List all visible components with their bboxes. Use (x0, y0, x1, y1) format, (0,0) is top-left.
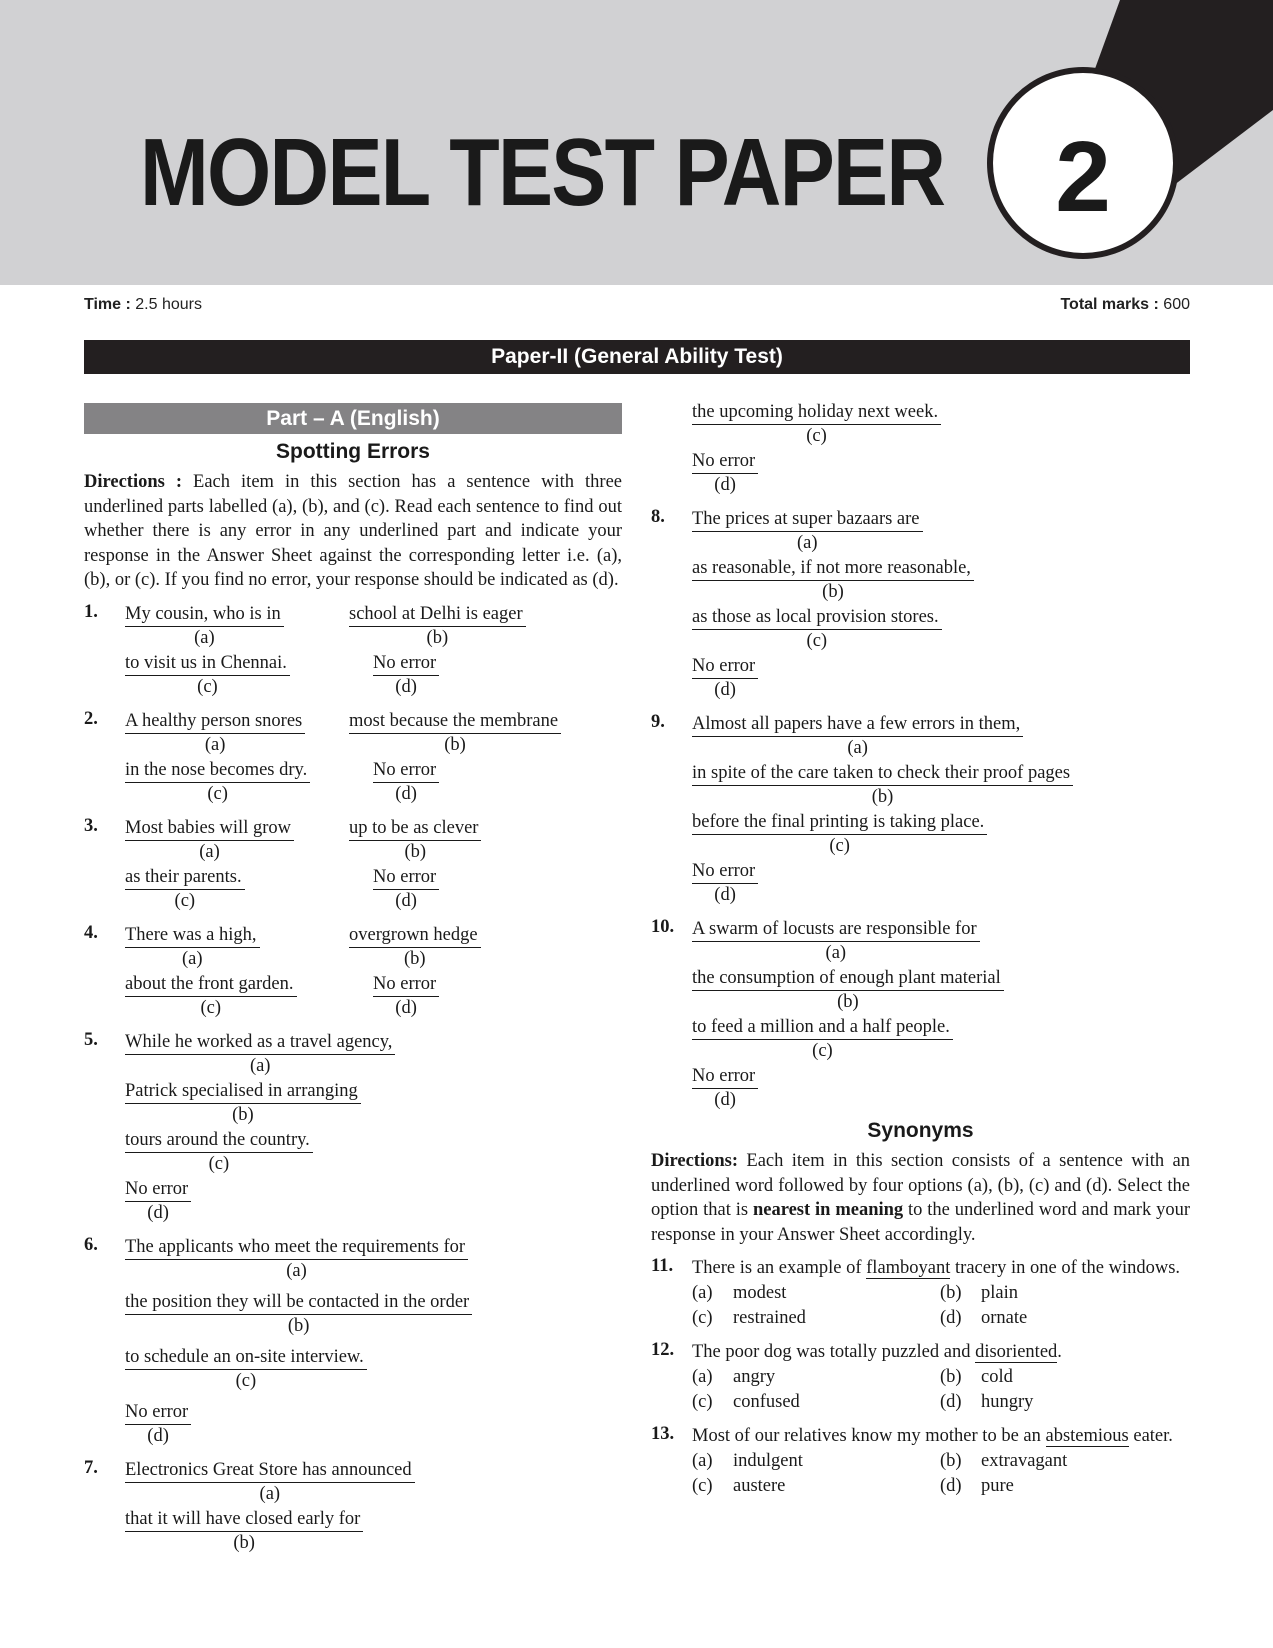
page-title: MODEL TEST PAPER (140, 119, 945, 226)
question-7-continued: the upcoming holiday next week. (c) No error (d) (651, 400, 1190, 498)
question-3: 3. Most babies will grow (a) up to be as clever (b) as their parents. (c) No error (d) (84, 816, 622, 914)
question-8: 8. The prices at super bazaars are (a) as reasonable, if not more reasonable, (b) as those as local provision stores. (c) No error (d) (651, 507, 1190, 703)
spotting-errors-title: Spotting Errors (275, 440, 430, 463)
question-5: 5. While he worked as a travel agency, (a) Patrick specialised in arranging (b) tours around the country. (c) No error (d) (84, 1030, 622, 1226)
right-column (651, 400, 1190, 1499)
page-header (0, 0, 1273, 285)
question-12: 12. The poor dog was totally puzzled and disoriented. (a) angry (b) cold (c) confused (d) hungry (651, 1340, 1062, 1412)
left-column (84, 400, 622, 1556)
question-10: 10. A swarm of locusts are responsible for (a) the consumption of enough plant material (b) to feed a million and a half people. (c) No error (d) (651, 917, 1190, 1113)
question-4: 4. There was a high, (a) overgrown hedge (b) about the front garden. (c) No error (d) (84, 923, 622, 1021)
paper-number: 2 (1055, 121, 1111, 233)
synonyms-directions: Directions: Each item in this section consists of a sentence with an underlined word followed by four options (a), (b), (c) and (d). Select the option that is nearest in meaning to the underlined word and mark your response in your Answer Sheet accordingly. (651, 1151, 1190, 1245)
question-11: 11. There is an example of flamboyant tracery in one of the windows. (a) modest (b) plain (c) restrained (d) ornate (651, 1256, 1181, 1328)
paper-title-bar: Paper-II (General Ability Test) (84, 340, 1190, 374)
time-info: Time : 2.5 hours (84, 296, 202, 313)
question-1: 1. My cousin, who is in (a) school at Delhi is eager (b) to visit us in Chennai. (c) No error (d) (84, 602, 622, 700)
question-13: 13. Most of our relatives know my mother to be an abstemious eater. (a) indulgent (b) extravagant (c) austere (d) pure (651, 1424, 1173, 1496)
question-9: 9. Almost all papers have a few errors in them, (a) in spite of the care taken to check their proof pages (b) before the final printing is taking place. (c) No error (d) (651, 712, 1190, 908)
marks-info: Total marks : 600 (1060, 296, 1190, 313)
question-6: 6. The applicants who meet the requirements for (a) the position they will be contacted in the order (b) to schedule an on-site interview. (c) No error (d) (84, 1235, 622, 1449)
question-2: 2. A healthy person snores (a) most because the membrane (b) in the nose becomes dry. (c) No error (d) (84, 709, 622, 807)
spotting-directions: Directions : Each item in this section has a sentence with three underlined parts labelled (a), (b), and (c). Read each sentence to find out whether there is any error in any underlined part and indicate your response in the Answer Sheet against the corresponding letter i.e. (a), (b), or (c). If you find no error, your response should be indicated as (d). (84, 472, 623, 590)
question-7: 7. Electronics Great Store has announced (a) that it will have closed early for (b) (84, 1458, 622, 1556)
synonyms-title: Synonyms (867, 1119, 974, 1142)
part-a-heading: Part – A (English) (84, 403, 622, 434)
